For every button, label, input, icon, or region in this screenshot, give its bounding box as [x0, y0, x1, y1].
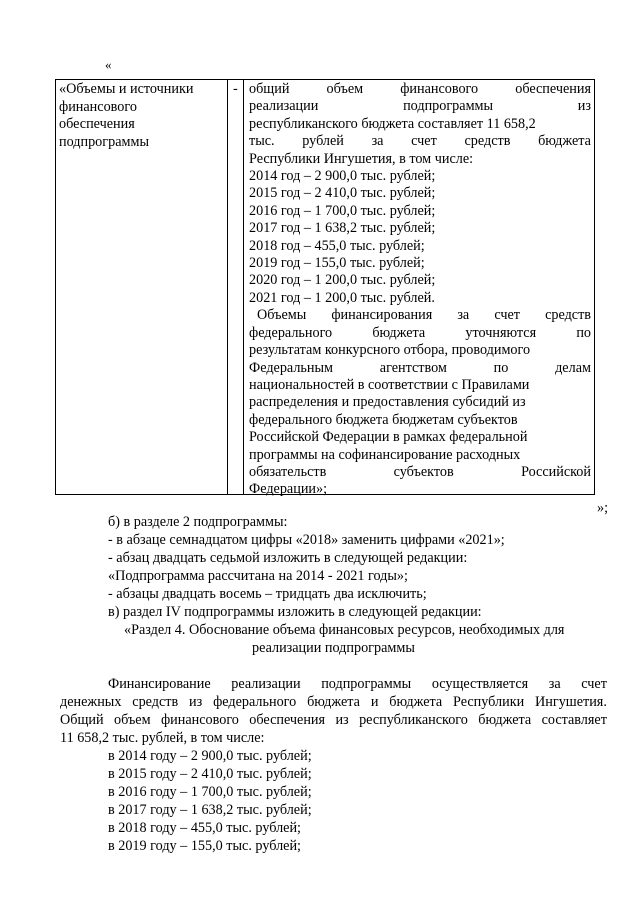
- content-word: средств: [545, 307, 591, 324]
- paragraph-line: [108, 676, 607, 693]
- paragraph-word: Финансирование: [108, 676, 211, 692]
- year-funding-line: в 2014 году – 2 900,0 тыс. рублей;: [108, 748, 312, 764]
- year-funding-line: в 2019 году – 155,0 тыс. рублей;: [108, 838, 301, 854]
- content-line: результатам конкурсного отбора, проводимого: [249, 342, 531, 359]
- content-word: Федеральным: [249, 359, 334, 376]
- paragraph-line: [60, 712, 607, 729]
- content-line: [249, 325, 591, 342]
- paragraph-word: счет: [581, 676, 607, 692]
- content-word: реализации: [249, 98, 319, 115]
- amendment-line: - в абзаце семнадцатом цифры «2018» заменить цифрами «2021»;: [108, 532, 505, 548]
- content-word: финансирования: [331, 307, 433, 324]
- content-word: бюджета: [372, 324, 426, 341]
- content-line: 2014 год – 2 900,0 тыс. рублей;: [249, 168, 436, 185]
- content-line: [249, 307, 591, 324]
- table-border-top: [55, 79, 595, 80]
- amendment-line: - абзацы двадцать восемь – тридцать два исключить;: [108, 586, 427, 602]
- label-line: финансового: [59, 98, 137, 115]
- paragraph-word: из: [189, 694, 203, 710]
- paragraph-word: бюджета: [389, 694, 443, 710]
- content-line: [249, 98, 591, 115]
- table-border-right: [594, 79, 595, 495]
- paragraph-word: и: [370, 694, 379, 710]
- table-dash-cell: -: [233, 81, 238, 97]
- table-divider-2: [243, 79, 244, 495]
- paragraph-word: Ингушетия.: [535, 694, 607, 710]
- content-line: распределения и предоставления субсидий из: [249, 394, 526, 411]
- paragraph-word: составляет: [541, 712, 607, 728]
- section-heading: реализации подпрограммы: [252, 640, 415, 656]
- content-line: 2020 год – 1 200,0 тыс. рублей;: [249, 272, 436, 289]
- label-line: обеспечения: [59, 116, 135, 133]
- amendment-line: в) раздел IV подпрограммы изложить в следующей редакции:: [108, 604, 482, 620]
- paragraph-word: объем: [113, 712, 151, 728]
- opening-quote: «: [105, 57, 112, 72]
- content-word: субъектов: [393, 463, 454, 480]
- content-line: 2018 год – 455,0 тыс. рублей;: [249, 237, 425, 254]
- paragraph-word: осуществляется: [431, 676, 529, 692]
- content-line: программы на софинансирование расходных: [249, 446, 521, 463]
- label-line: «Объемы и источники: [59, 81, 194, 97]
- paragraph-word: Общий: [60, 712, 104, 728]
- content-word: тыс.: [249, 133, 275, 150]
- content-word: за: [371, 133, 384, 150]
- label-line: подпрограммы: [59, 133, 149, 150]
- content-line: 2015 год – 2 410,0 тыс. рублей;: [249, 185, 436, 202]
- content-line: 2019 год – 155,0 тыс. рублей;: [249, 255, 425, 272]
- year-funding-line: в 2017 году – 1 638,2 тыс. рублей;: [108, 802, 312, 818]
- paragraph-word: обеспечения: [249, 712, 326, 728]
- content-word: за: [457, 307, 470, 324]
- table-border-left: [55, 79, 56, 495]
- content-word: счет: [411, 133, 437, 150]
- paragraph-word: средств: [132, 694, 179, 710]
- paragraph-word: бюджета: [307, 694, 360, 710]
- content-word: агентством: [379, 359, 447, 376]
- table-divider-1: [227, 79, 228, 495]
- content-word: счет: [494, 307, 520, 324]
- content-word: по: [576, 324, 591, 341]
- paragraph-word: подпрограммы: [321, 676, 412, 692]
- content-word: Российской: [521, 463, 591, 480]
- content-word: подпрограммы: [403, 98, 494, 115]
- content-line: Республики Ингушетия, в том числе:: [249, 150, 474, 167]
- content-word: бюджета: [538, 133, 591, 150]
- paragraph-word: федерального: [213, 694, 297, 710]
- table-content-cell: [249, 81, 591, 499]
- content-line: [249, 81, 591, 98]
- amendment-line: б) в разделе 2 подпрограммы:: [108, 514, 288, 530]
- amendment-line: «Подпрограмма рассчитана на 2014 - 2021 годы»;: [108, 568, 408, 584]
- paragraph-word: финансового: [160, 712, 239, 728]
- content-word: общий: [249, 81, 290, 97]
- content-word: федерального: [249, 324, 333, 341]
- content-word: по: [493, 359, 509, 376]
- subprogram-funding-table: [55, 79, 595, 498]
- content-line: [249, 360, 591, 377]
- content-word: объем: [326, 81, 364, 97]
- content-word: Объемы: [257, 307, 307, 324]
- content-line: 2021 год – 1 200,0 тыс. рублей.: [249, 289, 435, 306]
- year-funding-line: в 2016 году – 1 700,0 тыс. рублей;: [108, 784, 312, 800]
- content-line: федерального бюджета бюджетам субъектов: [249, 411, 518, 428]
- paragraph-word: реализации: [231, 676, 301, 692]
- content-word: обязательств: [249, 463, 327, 480]
- content-line: [249, 133, 591, 150]
- closing-quote: »;: [597, 500, 609, 516]
- content-word: обеспечения: [515, 81, 591, 97]
- content-word: средств: [464, 133, 511, 150]
- content-line: 2016 год – 1 700,0 тыс. рублей;: [249, 202, 436, 219]
- content-line: Федерации»;: [249, 481, 328, 498]
- table-label-cell: [59, 81, 224, 151]
- content-line: республиканского бюджета составляет 11 658,2: [249, 115, 536, 132]
- content-line: [249, 464, 591, 481]
- paragraph-line: 11 658,2 тыс. рублей, в том числе:: [60, 730, 265, 746]
- content-word: делам: [555, 359, 591, 376]
- content-word: финансового: [400, 81, 479, 97]
- paragraph-word: за: [548, 676, 561, 692]
- content-word: уточняются: [465, 324, 537, 341]
- paragraph-word: бюджета: [478, 712, 532, 728]
- content-line: Российской Федерации в рамках федеральной: [249, 429, 528, 446]
- section-heading: «Раздел 4. Обоснование объема финансовых ресурсов, необходимых для: [124, 622, 565, 638]
- paragraph-word: из: [335, 712, 349, 728]
- year-funding-line: в 2015 году – 2 410,0 тыс. рублей;: [108, 766, 312, 782]
- content-line: 2017 год – 1 638,2 тыс. рублей;: [249, 220, 436, 237]
- content-line: национальностей в соответствии с Правилами: [249, 376, 530, 393]
- content-word: из: [577, 98, 591, 115]
- amendment-line: - абзац двадцать седьмой изложить в следующей редакции:: [108, 550, 468, 566]
- paragraph-word: Республики: [453, 694, 525, 710]
- content-word: рублей: [302, 133, 344, 150]
- paragraph-word: республиканского: [359, 712, 468, 728]
- paragraph-word: денежных: [60, 694, 122, 710]
- paragraph-line: [60, 694, 607, 711]
- year-funding-line: в 2018 году – 455,0 тыс. рублей;: [108, 820, 301, 836]
